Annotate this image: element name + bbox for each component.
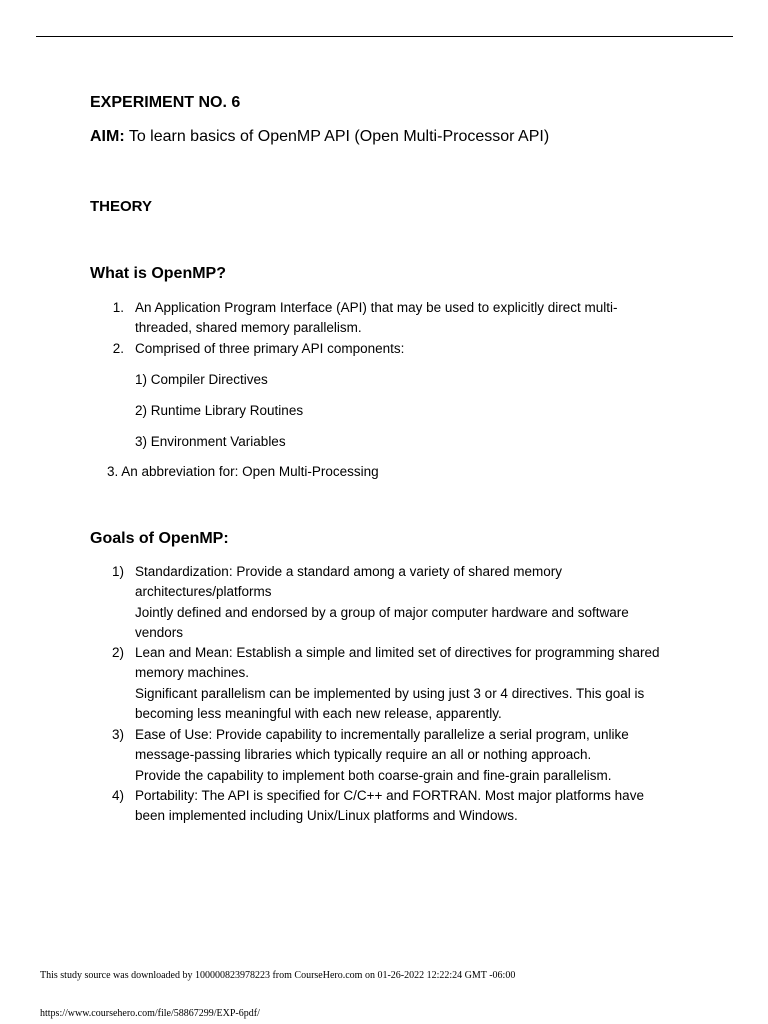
list-item bbox=[135, 339, 404, 359]
list-item: 3. An abbreviation for: Open Multi-Processing bbox=[107, 464, 379, 479]
section-heading-goals: Goals of OpenMP: bbox=[90, 530, 229, 547]
list-item-line: Standardization: Provide a standard among a variety of shared memory bbox=[135, 564, 562, 579]
list-item-line: Lean and Mean: Establish a simple and limited set of directives for programming shared bbox=[135, 645, 660, 660]
list-item-number: 1) bbox=[111, 564, 124, 579]
aim-label: AIM: bbox=[90, 128, 125, 145]
footer-url[interactable]: https://www.coursehero.com/file/58867299/EXP-6pdf/ bbox=[40, 1008, 260, 1019]
list-item-line: Ease of Use: Provide capability to incrementally parallelize a serial program, unlike bbox=[135, 727, 629, 742]
list-item-line: becoming less meaningful with each new release, apparently. bbox=[135, 706, 502, 722]
list-item-number: 1. bbox=[112, 300, 124, 315]
list-item-line: memory machines. bbox=[135, 665, 250, 681]
section-heading-what-is-openmp: What is OpenMP? bbox=[90, 265, 226, 282]
list-item-line: Comprised of three primary API components: bbox=[135, 341, 405, 356]
list-item-line: Portability: The API is specified for C/C++ and FORTRAN. Most major platforms have bbox=[135, 788, 644, 803]
list-item-line: Provide the capability to implement both coarse-grain and fine-grain parallelism. bbox=[135, 767, 612, 783]
list-item-line: Significant parallelism can be implemented by using just 3 or 4 directives. This goal is bbox=[135, 685, 645, 701]
component-item: 3) Environment Variables bbox=[135, 434, 286, 449]
list-item-line: message-passing libraries which typically require an all or nothing approach. bbox=[135, 747, 592, 763]
footer-source-notice: This study source was downloaded by 100000823978223 from CourseHero.com on 01-26-2022 12:22:24 GMT -06:00 bbox=[40, 970, 516, 981]
list-item-number: 2. bbox=[112, 341, 124, 356]
list-item bbox=[135, 643, 660, 725]
list-item bbox=[135, 786, 644, 827]
list-item-line: vendors bbox=[135, 625, 184, 641]
list-item-line: Jointly defined and endorsed by a group of major computer hardware and software bbox=[135, 604, 629, 620]
list-item bbox=[135, 725, 629, 786]
component-item: 2) Runtime Library Routines bbox=[135, 403, 304, 418]
top-rule bbox=[36, 36, 733, 37]
list-item bbox=[135, 298, 617, 339]
list-item-number: 2) bbox=[111, 645, 124, 660]
list-item-line: architectures/platforms bbox=[135, 584, 272, 600]
component-item: 1) Compiler Directives bbox=[135, 372, 268, 387]
list-item bbox=[135, 562, 629, 644]
list-item-number: 3) bbox=[111, 727, 124, 742]
experiment-title: EXPERIMENT NO. 6 bbox=[90, 94, 241, 111]
list-item-number: 4) bbox=[111, 788, 124, 803]
aim-text: To learn basics of OpenMP API (Open Multi-Processor API) bbox=[124, 128, 550, 145]
list-item-line: threaded, shared memory parallelism. bbox=[135, 320, 362, 336]
theory-heading: THEORY bbox=[90, 198, 152, 215]
list-item-line: An Application Program Interface (API) that may be used to explicitly direct multi- bbox=[135, 300, 618, 315]
list-item-line: been implemented including Unix/Linux platforms and Windows. bbox=[135, 808, 518, 824]
aim-line bbox=[90, 128, 549, 146]
